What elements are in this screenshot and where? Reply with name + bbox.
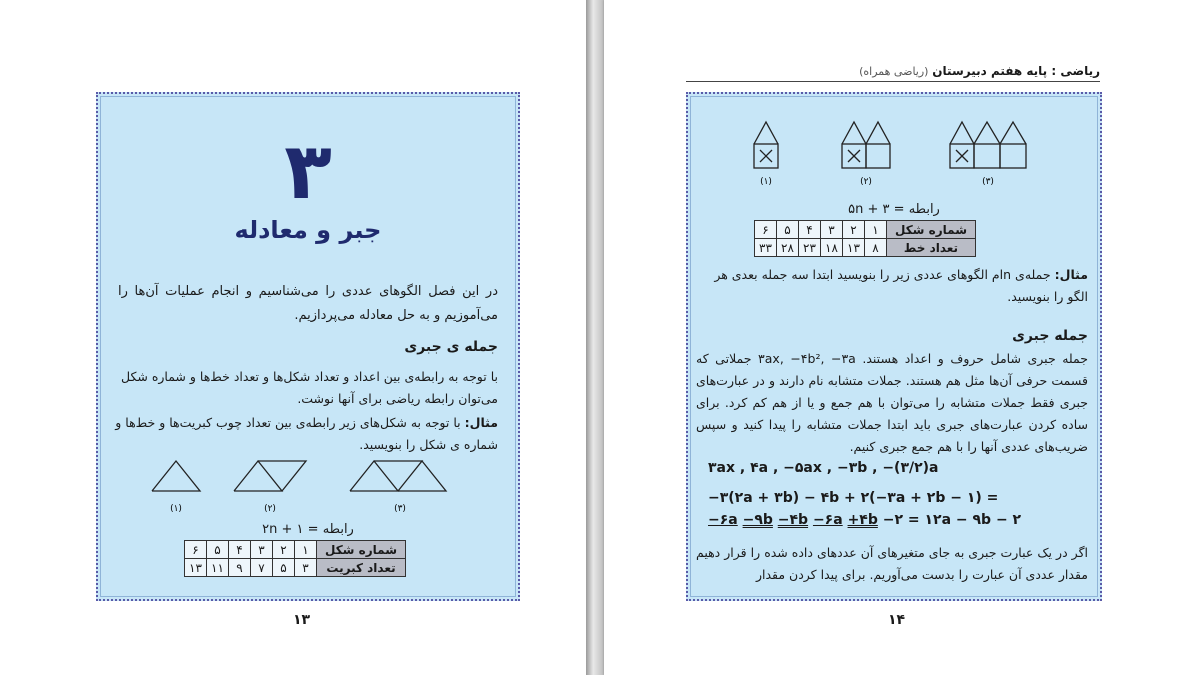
- table-cell: ۶: [185, 541, 207, 559]
- table-cell: ۱۱: [207, 559, 229, 577]
- left-page: [0, 0, 586, 675]
- right-page: [604, 0, 1200, 675]
- table-header-match-count: تعداد کبریت: [317, 559, 406, 577]
- chapter-title: جبر و معادله: [234, 216, 382, 244]
- section-heading-algebraic-term: جمله جبری: [1012, 328, 1088, 344]
- closing-paragraph: اگر در یک عبارت جبری به جای متغیرهای آن عددهای داده شده را قرار دهیم مقدار عددی آن عبارت را بدست می‌آوریم. برای پیدا کردن مقدار: [696, 545, 1088, 582]
- triangle-figure-3: [350, 461, 446, 491]
- table-cell: ۱۳: [843, 239, 865, 257]
- running-header-subtitle: (ریاضی همراه): [859, 65, 929, 78]
- table-header-figure-number: شماره شکل: [317, 541, 406, 559]
- table-cell: ۱: [295, 541, 317, 559]
- table-cell: ۳۳: [755, 239, 777, 257]
- figure-label-2: (۲): [264, 504, 276, 514]
- book-gutter: [586, 0, 604, 675]
- section-body: با توجه به رابطه‌ی بین اعداد و تعداد شکل‌ها و تعداد خط‌ها و شماره شکل می‌توان رابطه ریاضی برای آنها نوشت.: [121, 369, 498, 406]
- figure-label-3: (۳): [394, 504, 406, 514]
- table-cell: ۲۳: [799, 239, 821, 257]
- equation-term: −۹b: [742, 512, 773, 528]
- matchstick-table: [184, 540, 406, 577]
- example-label: مثال:: [1054, 267, 1088, 282]
- house-figure-1: [754, 122, 778, 168]
- equation-simplified: [708, 512, 1078, 528]
- equation-term: −۲: [882, 512, 904, 528]
- page-number: ۱۴: [888, 612, 906, 628]
- table-row: [755, 239, 976, 257]
- house-figure-3: [950, 122, 1026, 168]
- example-paragraph: [696, 264, 1088, 308]
- table-row: [185, 541, 406, 559]
- house-figure-2: [842, 122, 890, 168]
- table-cell: ۵: [273, 559, 295, 577]
- table-cell: ۲: [273, 541, 295, 559]
- table-row: [185, 559, 406, 577]
- table-cell: ۱: [865, 221, 887, 239]
- table-cell: ۳: [295, 559, 317, 577]
- left-page-frame: [96, 92, 520, 601]
- equation-result: = ۱۲a − ۹b − ۲: [907, 512, 1022, 528]
- section-heading-algebraic-term: جمله ی جبری: [404, 339, 498, 355]
- right-page-frame: [686, 92, 1102, 601]
- running-header: [686, 64, 1100, 82]
- figure-label-1: (۱): [170, 504, 182, 514]
- table-cell: ۱۳: [185, 559, 207, 577]
- figure-label-3: (۳): [982, 177, 994, 187]
- triangle-figure-1: [152, 461, 200, 491]
- table-cell: ۹: [229, 559, 251, 577]
- example-label: مثال:: [464, 415, 498, 430]
- table-cell: ۳: [251, 541, 273, 559]
- table-cell: ۶: [755, 221, 777, 239]
- page-number: ۱۳: [293, 612, 311, 628]
- equation-term: −۶a: [708, 512, 738, 528]
- running-header-title: ریاضی : پایه هفتم دبیرستان: [932, 64, 1100, 78]
- section-body: جمله جبری شامل حروف و اعداد هستند. ۳ax, −۴b², −۳a جملاتی که قسمت حرفی آن‌ها مثل هم هستند. جملات متشابه نام دارند و در عبارت‌های جبری فقط جملات متشابه را می‌توان با هم جمع و یا از هم کم کرد. برای ساده کردن عبارت‌های جبری باید ابتدا جملات متشابه را پیدا کنید و سپس ضریب‌های عددی آنها را با هم جمع جبری کنیم.: [696, 351, 1088, 454]
- table-row: [755, 221, 976, 239]
- table-cell: ۵: [777, 221, 799, 239]
- line-count-table: [754, 220, 976, 257]
- equation-term: −۴b: [777, 512, 809, 528]
- table-cell: ۲: [843, 221, 865, 239]
- example-text: جمله‌ی nام الگوهای عددی زیر را بنویسید ابتدا سه جمله بعدی هر الگو را بنویسید.: [714, 267, 1088, 304]
- equation-expression: −۳(۲a + ۳b) − ۴b + ۲(−۳a + ۲b − ۱) =: [708, 490, 999, 506]
- chapter-intro: در این فصل الگوهای عددی را می‌شناسیم و انجام عملیات آن‌ها را می‌آموزیم و به حل معادله می‌پردازیم.: [118, 284, 498, 323]
- figure-label-2: (۲): [860, 177, 872, 187]
- table-cell: ۴: [799, 221, 821, 239]
- house-pattern-figure: [728, 114, 1068, 192]
- table-header-line-count: تعداد خط: [887, 239, 976, 257]
- table-cell: ۴: [229, 541, 251, 559]
- equation-term: +۴b: [847, 512, 878, 528]
- triangle-figure-2: [234, 461, 306, 491]
- table-cell: ۱۸: [821, 239, 843, 257]
- example-paragraph: [112, 412, 498, 456]
- example-text: با توجه به شکل‌های زیر رابطه‌ی بین تعداد چوب کبریت‌ها و خط‌ها و شماره ی شکل را بنویسید.: [115, 415, 498, 452]
- table-cell: ۳: [821, 221, 843, 239]
- equation-term: −۶a: [812, 512, 843, 528]
- relation-formula: ۵n + ۳ = رابطه: [848, 202, 940, 217]
- table-cell: ۲۸: [777, 239, 799, 257]
- matchstick-triangles-figure: [138, 459, 478, 519]
- table-cell: ۸: [865, 239, 887, 257]
- chapter-number: ۳: [284, 127, 332, 217]
- table-cell: ۷: [251, 559, 273, 577]
- figure-label-1: (۱): [760, 177, 772, 187]
- table-cell: ۵: [207, 541, 229, 559]
- table-header-figure-number: شماره شکل: [887, 221, 976, 239]
- relation-formula: ۲n + ۱ = رابطه: [262, 522, 354, 537]
- equation-like-terms: ۳ax , ۴a , −۵ax , −۳b , −(۳/۲)a: [708, 460, 939, 476]
